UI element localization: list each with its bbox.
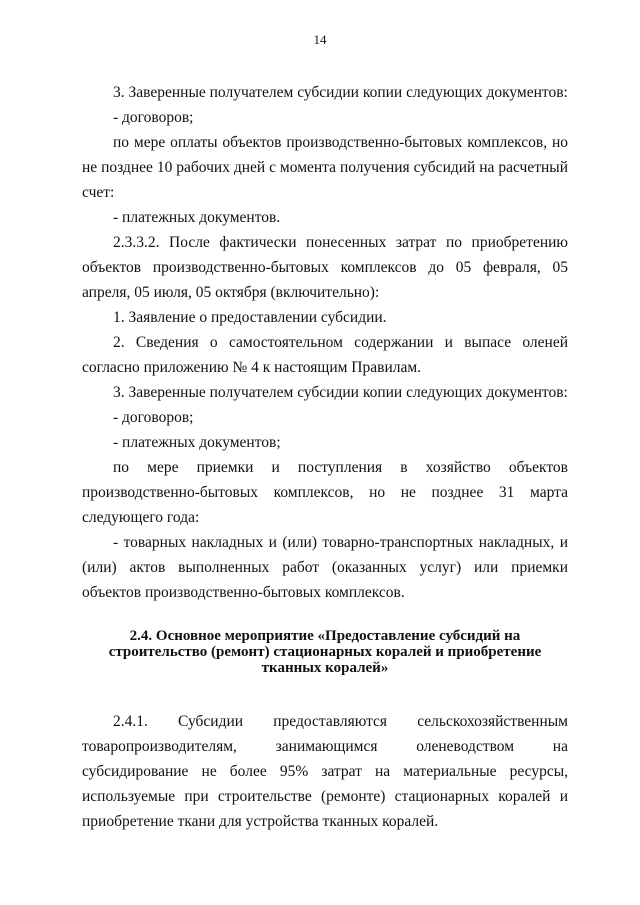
document-body (82, 80, 568, 834)
section-heading-line: тканных коралей» (261, 660, 389, 676)
paragraph: по мере приемки и поступления в хозяйство объектов производственно-бытовых комплексов, но не позднее 31 марта следующего года: (82, 459, 568, 526)
section-heading (82, 628, 568, 676)
paragraph: 3. Заверенные получателем субсидии копии следующих документов: (113, 384, 568, 401)
section-heading-line: строительство (ремонт) стационарных коралей и приобретение (108, 644, 542, 660)
paragraph: по мере оплаты объектов производственно-бытовых комплексов, но не позднее 10 рабочих дней с момента получения субсидий на расчетный счет: (82, 134, 568, 201)
paragraph: - платежных документов. (113, 209, 281, 226)
paragraph: 2. Сведения о самостоятельном содержании и выпасе оленей согласно приложению № 4 к настоящим Правилам. (82, 334, 568, 376)
paragraph: - платежных документов; (113, 434, 281, 451)
paragraph: 2.4.1. Субсидии предоставляются сельскохозяйственным товаропроизводителям, занимающимся оленеводством на субсидирование не более 95% затрат на материальные ресурсы, используемые при строительстве (ремонте) стационарных коралей и приобретение ткани для устройства тканных коралей. (82, 713, 568, 830)
paragraph: 3. Заверенные получателем субсидии копии следующих документов: (113, 84, 568, 101)
paragraph: - договоров; (113, 409, 194, 426)
page-number: 14 (313, 32, 327, 47)
section-heading-line: 2.4. Основное мероприятие «Предоставление субсидий на (129, 628, 521, 644)
paragraph: - договоров; (113, 109, 194, 126)
paragraph: - товарных накладных и (или) товарно-транспортных накладных, и (или) актов выполненных работ (оказанных услуг) или приемки объектов производственно-бытовых комплексов. (82, 534, 568, 601)
paragraph: 2.3.3.2. После фактически понесенных затрат по приобретению объектов производственно-бытовых комплексов до 05 февраля, 05 апреля, 05 июля, 05 октября (включительно): (82, 234, 568, 301)
paragraph: 1. Заявление о предоставлении субсидии. (113, 309, 387, 326)
